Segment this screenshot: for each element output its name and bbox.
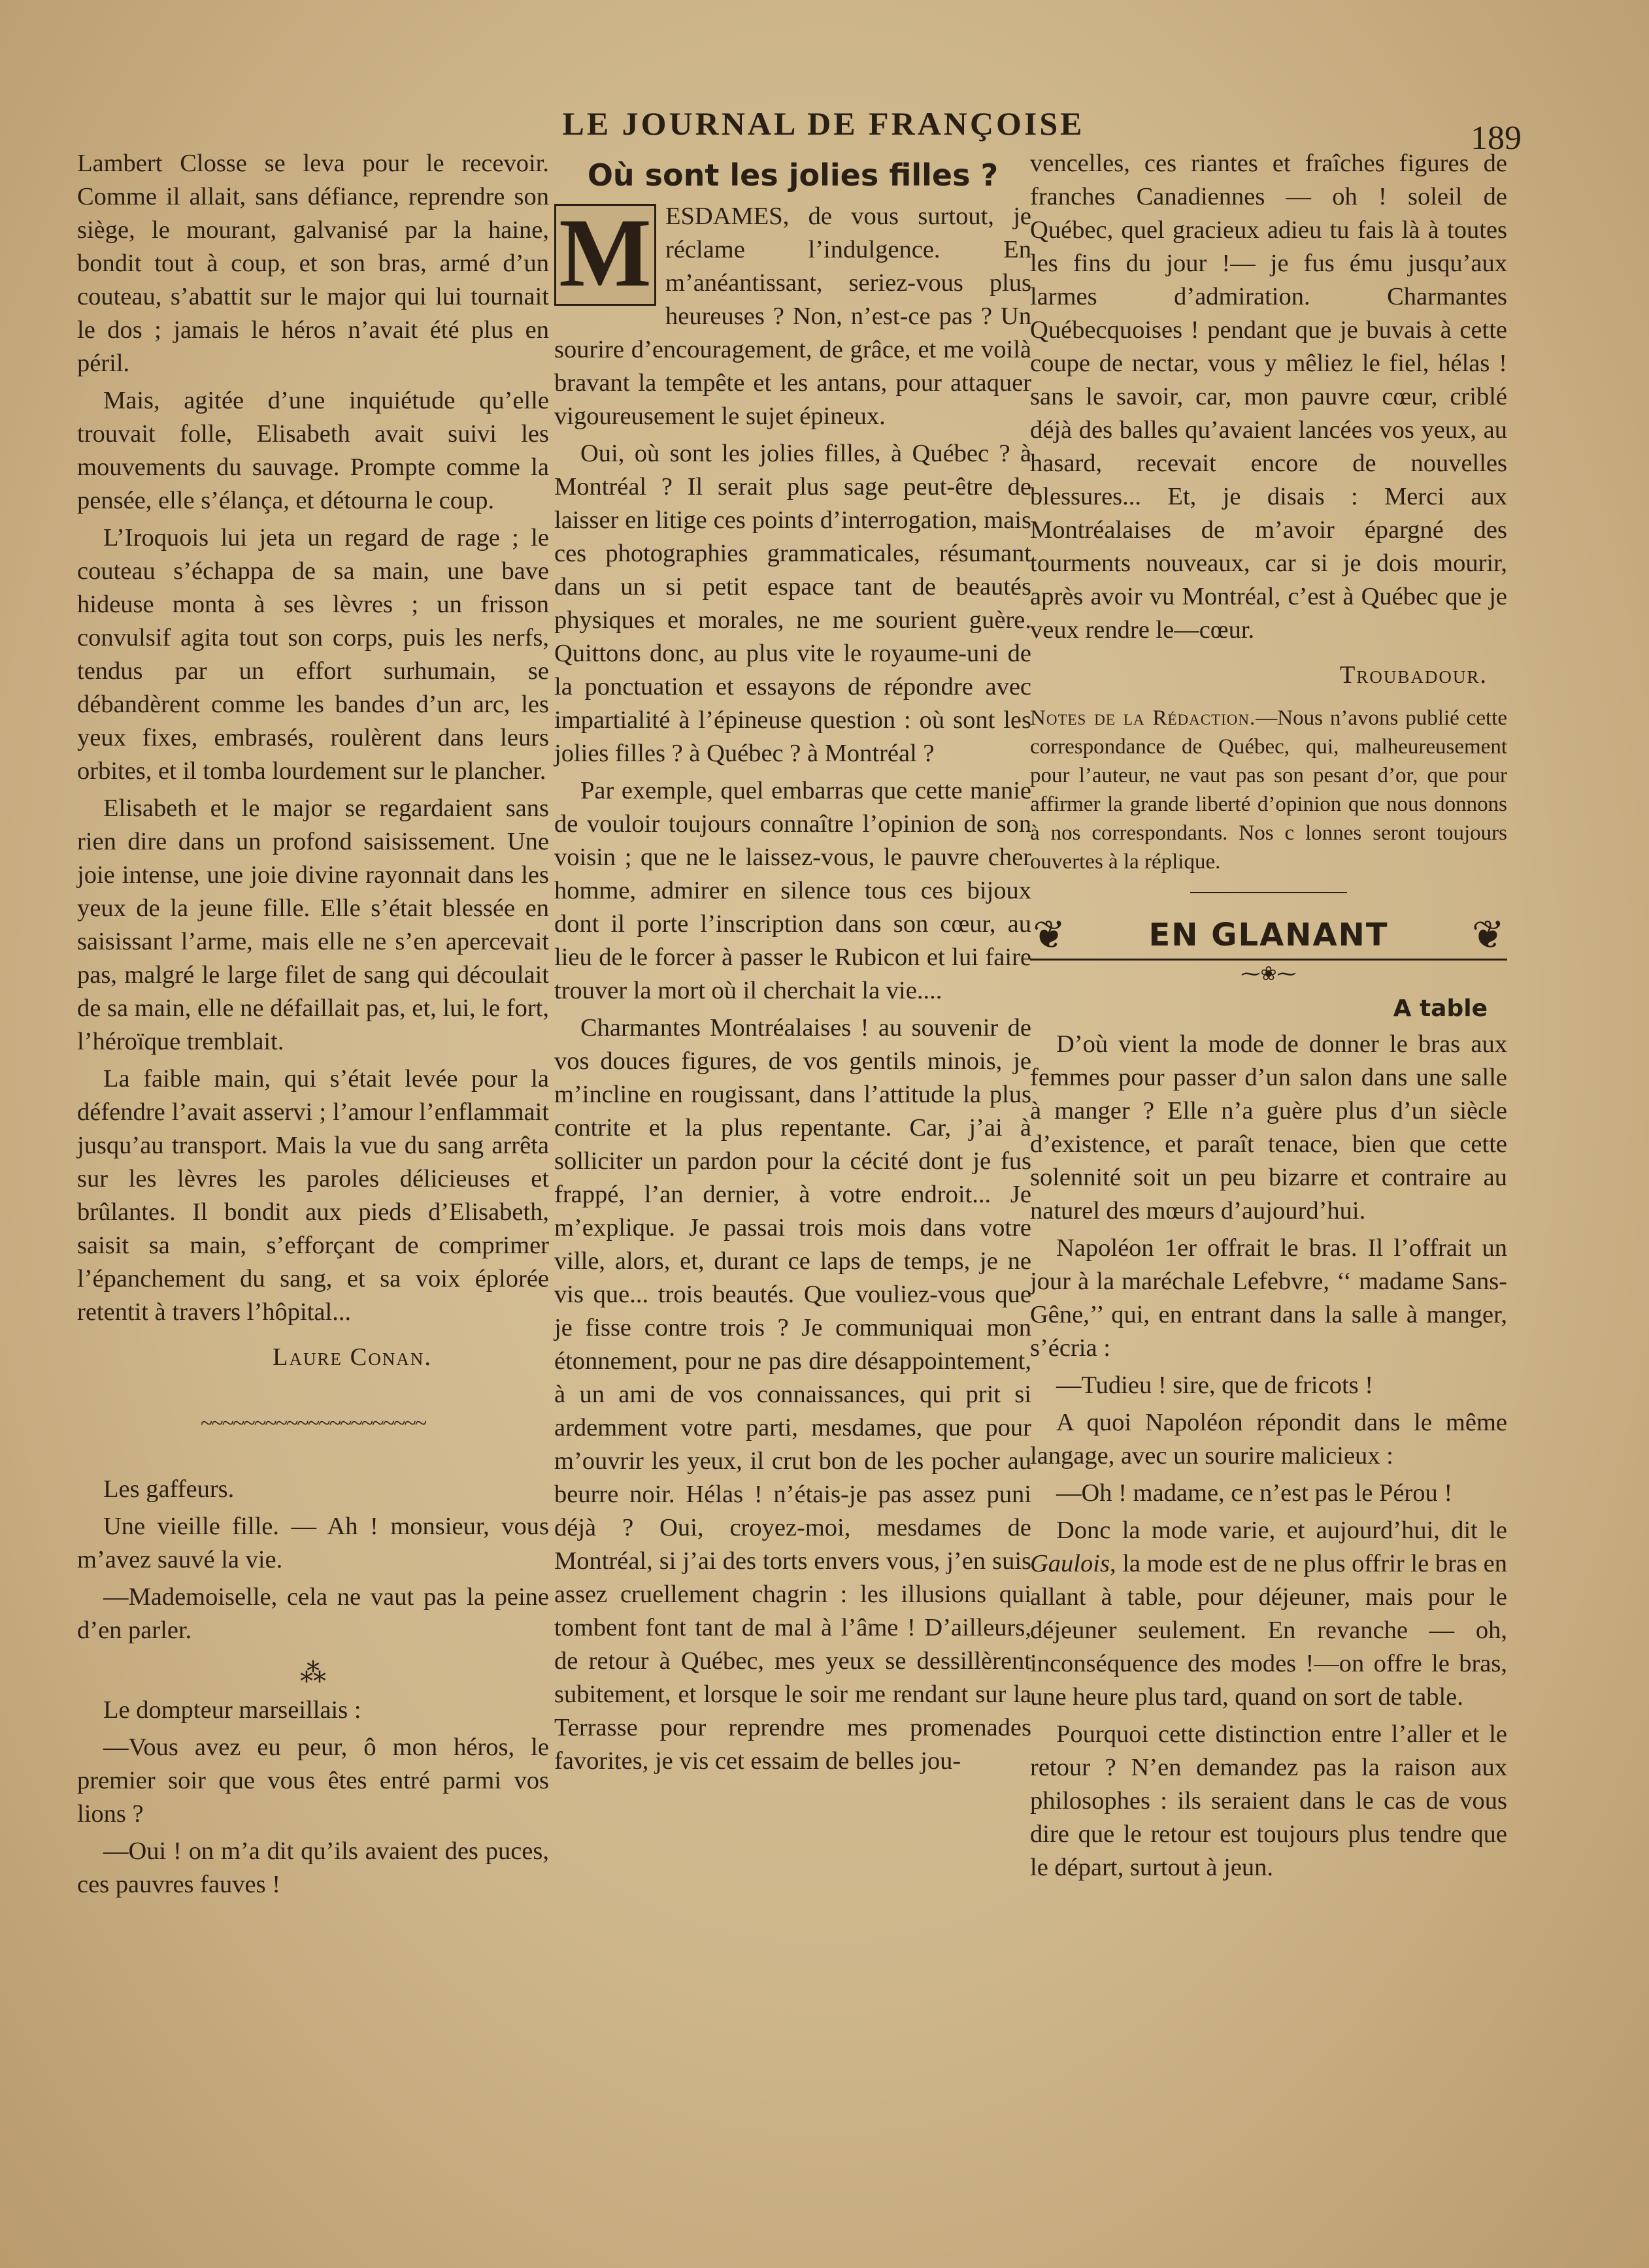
dropcap-ornament [554, 199, 656, 307]
paragraph: A quoi Napoléon répondit dans le même langage, avec un sourire malicieux : [1030, 1409, 1507, 1470]
paragraph: Napoléon 1er offrait le bras. Il l’offrait un jour à la maréchale Lefebvre, ‘‘ madame Sans-Gêne,’’ qui, en entrant dans la salle à manger, s’écria : [1030, 1234, 1507, 1362]
paragraph: La faible main, qui s’était levée pour la défendre l’avait asservi ; l’amour l’enflammait jusqu’au transport. Mais la vue du sang arrêta sur les lèvres les paroles délicieuses et brûlantes. Il bondit aux pieds d’Elisabeth, saisit sa main, s’efforçant de comprimer l’épanchement du sang, et sa voix éplorée retentit à travers l’hôpital... [77, 1065, 549, 1326]
paragraph: vencelles, ces riantes et fraîches figures de franches Canadiennes — oh ! soleil de Québec, quel gracieux adieu tu fais là à toutes les fins du jour !— je fus ému jusqu’aux larmes d’admiration. Charmantes Québecquoises ! pendant que je buvais à cette coupe de nectar, vous y mêliez le fiel, hélas ! sans le savoir, car, mon pauvre cœur, criblé déjà des balles qu’avaient lancées vos yeux, au hasard, recevait encore de nouvelles blessures... Et, je disais : Merci aux Montréalaises de m’avoir épargné des tourments nouveaux, car si je dois mourir, après avoir vu Montréal, c’est à Québec que je veux rendre le—cœur. [1030, 150, 1507, 644]
anecdote-heading: Le dompteur marseillais : [103, 1696, 361, 1724]
text-run: , la mode est de ne plus offrir le bras en allant à table, pour déjeuner, mais pour le déjeuner seulement. En revanche — oh, inconséquence des modes !—on offre le bras, une heure plus tard, quand on sort de table. [1030, 1550, 1507, 1711]
dialogue-line: —Oui ! on m’a dit qu’ils avaient des puces, ces pauvres fauves ! [77, 1837, 549, 1898]
anecdote-heading: Les gaffeurs. [103, 1475, 235, 1503]
asterism-divider: ⁂ [300, 1658, 326, 1688]
paragraph: Oui, où sont les jolies filles, à Québec ? à Montréal ? Il serait plus sage peut-être de laisser en litige ces points d’interrogation, mais ces photographies grammaticales, résumant dans un si petit espace tant de beautés physiques et morales, ne me sourient guère. Quittons donc, au plus vite le royaume-uni de la ponctuation et essayons de répondre avec impartialité à l’épineuse question : où sont les jolies filles ? à Québec ? à Montréal ? [554, 440, 1031, 767]
author-signature: Troubadour. [1339, 661, 1488, 689]
paragraph: D’où vient la mode de donner le bras aux femmes pour passer d’un salon dans une salle à manger ? Elle n’a guère plus d’un siècle d’existence, et paraît tenace, bien que cette solennité soit un peu bizarre et contraire au naturel des mœurs d’aujourd’hui. [1030, 1030, 1507, 1224]
section-title: EN GLANANT [1148, 916, 1389, 953]
running-title: LE JOURNAL DE FRANÇOISE [562, 105, 1085, 142]
paragraph: Charmantes Montréalaises ! au souvenir de vos douces figures, de vos gentils minois, je m’incline en rougissant, dans l’attitude la plus contrite et la plus repentante. Car, j’ai à solliciter un pardon pour la cécité dont je fus frappé, l’an dernier, à votre endroit... Je m’explique. Je passai trois mois dans votre ville, alors, et, durant ce laps de temps, je ne vis que... trois beautés. Que vouliez-vous que je fisse contre trois ? Je communiquai mon étonnement, pour ne pas dire désappointement, à un ami de vos connaissances, qui prit si ardemment votre parti, mesdames, que pour m’ouvrir les yeux, il crut bon de les pocher au beurre noir. Hélas ! n’étais-je pas assez puni déjà ? Oui, croyez-moi, mesdames de Montréal, si j’ai des torts envers vous, j’en suis assez cruellement chagrin : les illusions qui tombent font tant de mal à l’âme ! D’ailleurs, de retour à Québec, mes yeux se dessillèrent subitement, et lorsque le soir me rendant sur la Terrasse pour reprendre mes promenades favorites, je vis cet essaim de belles jou- [554, 1014, 1031, 1775]
dialogue-line: —Mademoiselle, cela ne vaut pas la peine d’en parler. [77, 1583, 549, 1644]
dialogue-line: —Oh ! madame, ce n’est pas le Pérou ! [1056, 1479, 1453, 1507]
dialogue-line: —Vous avez eu peur, ô mon héros, le premier soir que vous êtes entré parmi vos lions ? [77, 1734, 549, 1828]
wavy-divider: ~~~~~~~~~~~~~~~~~~~~~ [200, 1411, 426, 1436]
small-ornament-icon: ⁓❀⁓ [1241, 963, 1297, 985]
paragraph: Pourquoi cette distinction entre l’aller et le retour ? N’en demandez pas la raison aux philosophes : ils seraient dans le cas de vous dire que le retour est toujours plus tendre que le départ, surtout à jeun. [1030, 1720, 1507, 1881]
paragraph [1030, 1514, 1507, 1714]
column-1 [77, 147, 549, 1905]
note-body: —Nous n’avons publié cette correspondance de Québec, qui, malheureusement pour l’auteur, ne vaut pas son pesant d’or, que pour affirmer la grande liberté d’opinion que nous donnons à nos correspondants. Nos c lonnes seront toujours ouvertes à la réplique. [1030, 706, 1507, 874]
opening-paragraph [554, 200, 1031, 433]
text-run: Donc la mode varie, et aujourd’hui, dit le [1056, 1517, 1507, 1544]
dialogue-line: —Tudieu ! sire, que de fricots ! [1056, 1372, 1374, 1399]
editorial-note [1030, 704, 1507, 876]
page-number: 189 [1471, 120, 1522, 157]
flourish-ornament-left-icon: ❦ [1033, 913, 1066, 957]
paragraph: Elisabeth et le major se regardaient sans rien dire dans un profond saisissement. Une joie intense, une joie divine rayonnait dans les yeux de la jeune fille. Elle s’était blessée en saisissant l’arme, mais elle ne s’en apercevait pas, malgré le large filet de sang qui découlait de sa main, elle ne défaillait pas, et, lui, le fort, l’héroïque tremblait. [77, 795, 549, 1055]
note-lead: Notes de la Rédaction. [1030, 706, 1256, 730]
opening-text: ESDAMES, de vous surtout, je réclame l’indulgence. En m’anéantissant, seriez-vous plus heureuses ? Non, n’est-ce pas ? Un sourire d’encouragement, de grâce, et me voilà bravant la tempête et les antans, pour attaquer vigoureusement le sujet épineux. [554, 203, 1031, 430]
flourish-ornament-right-icon: ❦ [1471, 913, 1505, 957]
column-3 [1030, 147, 1507, 1888]
subsection-heading: A table [1393, 995, 1488, 1022]
paragraph: Par exemple, quel embarras que cette manie de vouloir toujours connaître l’opinion de son voisin ; que ne le laissez-vous, le pauvre cher homme, admirer en silence tous ces bijoux dont il porte l’inscription dans son cœur, au lieu de le forcer à passer le Rubicon et lui faire trouver la mort où il cherchait la vie.... [554, 777, 1031, 1004]
column-2 [554, 147, 1031, 1782]
section-banner [1030, 915, 1507, 961]
paragraph: L’Iroquois lui jeta un regard de rage ; le couteau s’échappa de sa main, une bave hideuse monta à ses lèvres ; un frisson convulsif agita tout son corps, puis les nerfs, tendus par un effort surhumain, se débandèrent comme les bandes d’un arc, les yeux fixes, embrasés, roulèrent dans leurs orbites, et il tomba lourdement sur le plancher. [77, 524, 549, 785]
dialogue-line: Une vieille fille. — Ah ! monsieur, vous m’avez sauvé la vie. [77, 1513, 549, 1573]
short-divider [1190, 892, 1347, 893]
article-title: Où sont les jolies filles ? [587, 157, 999, 193]
dropcap-letter: M [559, 199, 652, 307]
publication-name: Gaulois [1030, 1550, 1110, 1577]
author-signature: Laure Conan. [273, 1343, 432, 1371]
paragraph: Lambert Closse se leva pour le recevoir. Comme il allait, sans défiance, reprendre son siège, le mourant, galvanisé par la haine, bondit tout à coup, et son bras, armé d’un couteau, s’abattit sur le major qui lui tournait le dos ; jamais le héros n’avait été plus en péril. [77, 150, 549, 377]
paragraph: Mais, agitée d’une inquiétude qu’elle trouvait folle, Elisabeth avait suivi les mouvements du sauvage. Prompte comme la pensée, elle s’élança, et détourna le coup. [77, 387, 549, 514]
